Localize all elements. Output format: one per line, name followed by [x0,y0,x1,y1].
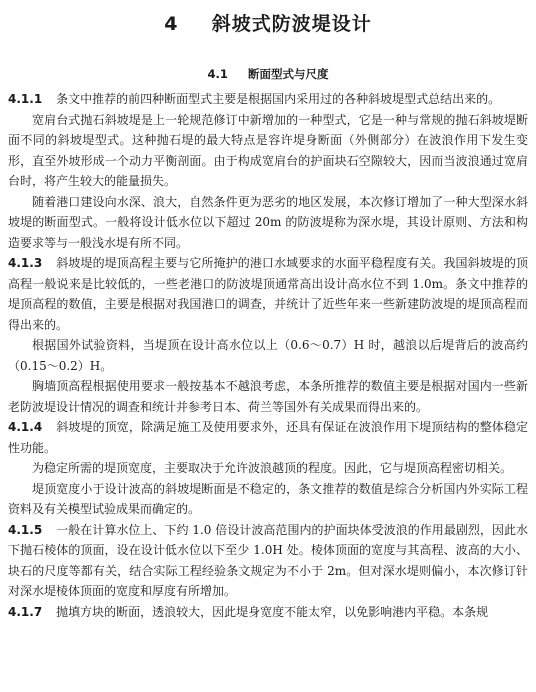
body-paragraph [8,335,528,376]
paragraph-text: 一般在计算水位上、下约 1.0 倍设计波高范围内的护面块体受波浪的作用最剧烈，因此水下抛石棱体的顶面，设在设计低水位以下至少 1.0H 处。棱体顶面的宽度与其高程、波高的大小、块石的尺度等都有关，结合实际工程经验条文规定为不小于 2m。但对深水堤则偏小，本次修订针对深水堤棱体顶面的宽度和厚度有所增加。 [8,522,528,598]
paragraph-text: 为稳定所需的堤顶宽度，主要取决于允许波浪越顶的程度。因此，它与堤顶高程密切相关。 [32,461,513,475]
clause-paragraph [8,253,528,335]
clause-number: 4.1.4 [8,420,43,434]
clause-paragraph [8,417,528,458]
section-title-text: 断面型式与尺度 [247,67,329,81]
clause-number: 4.1.5 [8,522,43,537]
body-paragraph [8,479,528,520]
body-paragraph [8,458,528,479]
paragraph-text: 宽肩台式抛石斜坡堤是上一轮规范修订中新增加的一种型式，它是一种与常规的抛石斜坡堤断面不同的斜坡堤型式。这种抛石堤的最大特点是容许堤身断面（外侧部分）在波浪作用下发生变形，直至外坡形成一个动力平衡剖面。由于构成宽肩台的护面块石空隙较大，因而当波浪通过宽肩台时，将产生较大的能量损失。 [8,112,528,188]
paragraph-text: 堤顶宽度小于设计波高的斜坡堤断面是不稳定的，条文推荐的数值是综合分析国内外实际工程资料及有关模型试验成果而确定的。 [8,481,528,516]
paragraph-text: 随着港口建设向水深、浪大，自然条件更为恶劣的地区发展，本次修订增加了一种大型深水斜坡堤的断面型式。一般将设计低水位以下超过 20m 的防波堤称为深水堤，其设计原则、方法和构造要求等与一般浅水堤有所不同。 [8,194,528,250]
body-paragraph [8,376,528,417]
paragraph-text: 根据国外试验资料，当堤顶在设计高水位以上（0.6～0.7）H 时，越浪以后堤背后的波高约（0.15～0.2）H。 [8,338,528,373]
clause-paragraph [8,89,528,110]
body-paragraph [8,192,528,254]
document-body [8,89,528,622]
clause-number: 4.1.3 [8,256,43,270]
paragraph-text: 抛填方块的断面，透浪较大，因此堤身宽度不能太窄，以免影响港内平稳。本条规 [56,604,489,619]
chapter-number: 4 [164,13,179,35]
clause-paragraph [8,520,528,602]
paragraph-text: 条文中推荐的前四种断面型式主要是根据国内采用过的各种斜坡堤型式总结出来的。 [56,92,501,106]
clause-paragraph [8,602,528,623]
body-paragraph [8,110,528,192]
paragraph-text: 斜坡堤的堤顶高程主要与它所掩护的港口水域要求的水面平稳程度有关。我国斜坡堤的顶高程一般说来是比较低的，一些老港口的防波堤顶通常高出设计高水位不到 1.0m。条文中推荐的堤顶高程的数值，主要是根据对我国港口的调查，并统计了近些年来一些新建防波堤的堤顶高程而得出来的。 [8,256,528,332]
paragraph-text: 斜坡堤的顶宽，除满足施工及使用要求外，还具有保证在波浪作用下堤顶结构的整体稳定性功能。 [8,420,528,455]
paragraph-text: 胸墙顶高程根据使用要求一般按基本不越浪考虑，本条所推荐的数值主要是根据对国内一些新老防波堤设计情况的调查和统计并参考日本、荷兰等国外有关成果而得出来的。 [8,379,528,414]
clause-number: 4.1.1 [8,92,43,106]
clause-number: 4.1.7 [8,604,43,619]
section-number: 4.1 [207,67,228,81]
chapter-title [0,9,536,36]
chapter-title-text: 斜坡式防波堤设计 [211,13,372,35]
section-heading [0,66,536,82]
